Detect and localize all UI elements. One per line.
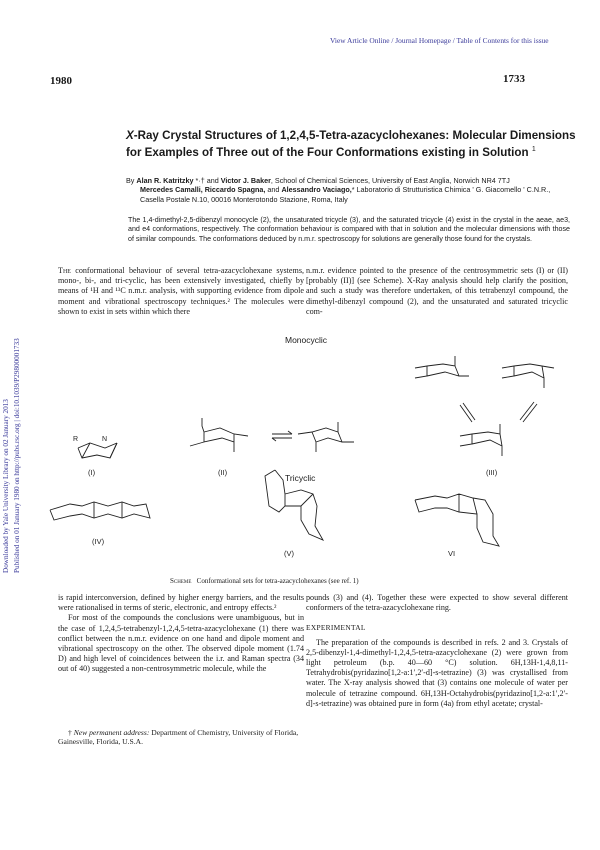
label-III: (III): [486, 468, 498, 477]
paragraph-experimental: The preparation of the compounds is described in refs. 2 and 3. Crystals of 2,5-dibenzyl-1,4-dimethyl-1,2,4,5-tetra-azacyclohexane (2) were grown from light petroleum (b.p. 40—60 °C) solution. 6H,13H-1,4,8,11-Tetrahydrobis(pyridazino[1,2-a:1′,2′-d]-s-tetrazine) (3) was crystallised from water. The X-ray analysis showed that (3) contains one molecule of water per molecule of tetrazine compound. 6H,13H-Octahydrobis(pyridazino[1,2-a:1′,2′-d]-s-tetrazine) was obtained pure in form (4a) from ethyl acetate; crystal-: [306, 637, 568, 708]
body-column-1-bottom: [58, 593, 304, 675]
authors-camalli-spagna: Mercedes Camalli, Riccardo Spagna,: [140, 185, 266, 195]
paragraph-conflict: For most of the compounds the conclusions were unambiguous, but in the case of 1,2,4,5-tetrabenzyl-1,2,4,5-tetra-azacyclohexane (1) there was conflict between the n.m.r. evidence on one hand and dipole moment and vibrational spectroscopy on the other. The observed dipole moment (1.74 D) and high level of coincidences between the i.r. and Raman spectra (34 out of 40) suggested a non-centrosymmetric molecule, while the: [58, 613, 304, 674]
conformation-scheme-figure: [40, 330, 580, 580]
tricyclic-label: Tricyclic: [285, 473, 316, 483]
intro-paragraph-continued: n.m.r. evidence pointed to the presence of the centrosymmetric sets (I) or (II) [probably (II)] (see Scheme). X-Ray analysis should help clarify the position, and such a study was therefore undertaken, of this tetrabenzyl compound, the dimethyl-dibenzyl compound (2), and the unsaturated and saturated tricyclic com-: [306, 266, 568, 316]
author-mark: *·† and: [193, 176, 221, 185]
structure-VI: [415, 494, 499, 546]
structure-III-b: [502, 364, 554, 388]
view-article-online-link[interactable]: View Article Online: [330, 36, 390, 45]
author-katritzky: Alan R. Katritzky: [136, 176, 194, 185]
author-group-2: [126, 185, 576, 204]
label-II: (II): [218, 468, 228, 477]
authors-block: [126, 176, 576, 204]
label-V: (V): [284, 549, 294, 558]
footnote-mark: †: [68, 728, 74, 737]
link-separator: /: [389, 36, 396, 45]
author-vaciago: Alessandro Vaciago,: [281, 185, 352, 195]
scheme-caption: [170, 577, 359, 585]
article-title: [126, 129, 576, 159]
equilibrium-arrow-left: [460, 403, 475, 422]
atom-R: R: [73, 436, 79, 443]
caption-word: Scheme: [170, 577, 192, 585]
lead-word: The: [58, 266, 71, 275]
title-text: -Ray Crystal Structures of 1,2,4,5-Tetra-azacyclohexanes: Molecular Dimensions for Examples of Three out of the Four Conformations existing in Solution: [126, 129, 576, 159]
monocyclic-label: Monocyclic: [285, 335, 328, 345]
page-year: 1980: [50, 75, 72, 87]
footnote: [58, 728, 304, 747]
author-baker: Victor J. Baker: [220, 176, 271, 185]
caption-text: Conformational sets for tetra-azacyclohexanes (see ref. 1): [196, 577, 359, 585]
title-prefix: X: [126, 129, 134, 142]
and-text: and: [265, 185, 282, 195]
paragraph-expected-conformers: pounds (3) and (4). Together these were expected to show several different conformers of the tetra-azacyclohexane ring.: [306, 593, 568, 613]
journal-homepage-link[interactable]: Journal Homepage: [395, 36, 451, 45]
title-reference: 1: [531, 145, 536, 153]
label-I: (I): [88, 468, 96, 477]
abstract: The 1,4-dimethyl-2,5-dibenzyl monocycle (2), the unsaturated tricycle (3), and the saturated tricycle (4) exist in the crystal in the aeae, ae3, and e4 conformations, respectively. The conformation behaviour is compared with that in solution and the molecular dimensions with those of similar compounds. The conformations deduced by n.m.r. spectroscopy for solutions are generally those found for the crystals.: [128, 216, 570, 243]
structure-IV: [50, 502, 150, 520]
body-column-2-top: [306, 266, 568, 317]
affiliation-roma: * Laboratorio di Strutturistica Chimica ' G. Giacomello ' C.N.R., Casella Postale N.10, 00016 Monterotondo Stazione, Roma, Italy: [140, 185, 551, 204]
sidebar-downloaded-note[interactable]: Downloaded by Yale University Library on 02 January 2013: [2, 399, 10, 573]
footnote-text: Department of Chemistry, University of Florida, Gainesville, Florida, U.S.A.: [58, 728, 299, 747]
body-column-2-bottom: [306, 593, 568, 709]
structure-III-a: [415, 356, 469, 378]
by-label: By: [126, 176, 135, 185]
body-column-1-top: [58, 266, 304, 317]
header-links: [330, 36, 549, 45]
structure-V: [265, 470, 323, 540]
sidebar-published-note[interactable]: Published on 01 January 1980 on http://pubs.rsc.org | doi:10.1039/P29800001733: [13, 338, 21, 573]
table-of-contents-link[interactable]: Table of Contents for this issue: [456, 36, 549, 45]
structure-II-b: [298, 422, 354, 452]
link-separator: /: [450, 36, 457, 45]
label-VI: VI: [448, 549, 456, 558]
structure-II-a: [190, 418, 248, 452]
affiliation-east-anglia: , School of Chemical Sciences, University of East Anglia, Norwich NR4 7TJ: [270, 176, 510, 185]
intro-paragraph: conformational behaviour of several tetra-azacyclohexane systems, mono-, bi-, and tri-cyclic, has been extensively investigated, chiefly by means of ¹H and ¹³C n.m.r. analysis, with supporting evidence from dipole moment and vibrational spectroscopy techniques.² The molecules were shown to exist in sets within which there: [58, 266, 304, 316]
structure-III-c: [460, 424, 502, 456]
experimental-heading: EXPERIMENTAL: [306, 623, 366, 633]
footnote-label: New permanent address:: [73, 728, 150, 737]
paragraph-interconversion: is rapid interconversion, defined by higher energy barriers, and the results were rationalised in terms of steric, electronic, and entropy effects.²: [58, 593, 304, 613]
structure-I: [78, 443, 117, 458]
label-IV: (IV): [92, 537, 105, 546]
atom-N: N: [102, 436, 108, 443]
page-number: 1733: [503, 73, 525, 85]
equilibrium-arrow-right: [520, 402, 537, 422]
